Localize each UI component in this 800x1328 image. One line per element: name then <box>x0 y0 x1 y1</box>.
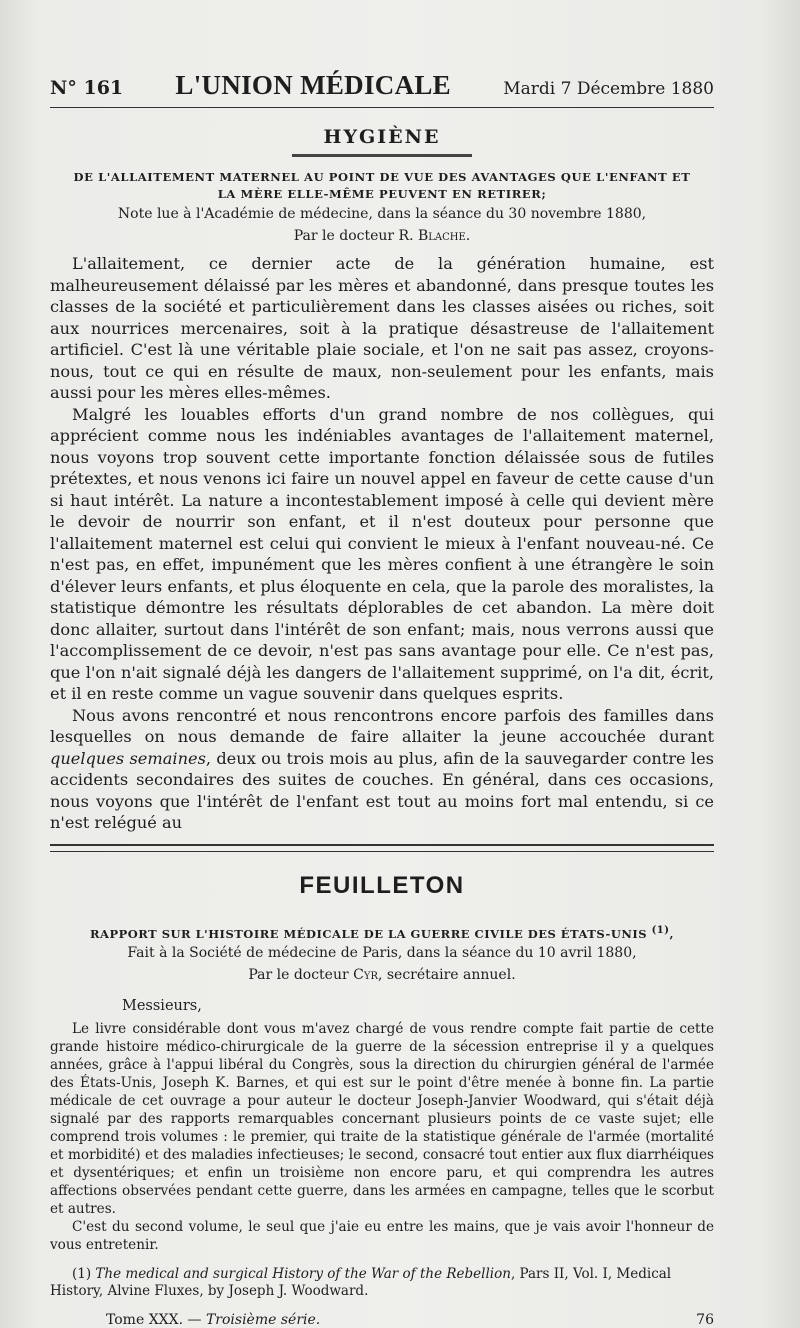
author-name: Cyr <box>353 967 378 984</box>
byline-prefix: Par le docteur R. <box>293 228 418 244</box>
report-meeting: Fait à la Société de médecine de Paris, dans la séance du 10 avril 1880, <box>127 945 637 962</box>
footnote-book-title: The medical and surgical History of the War of the Rebellion <box>95 1266 511 1283</box>
article-title-line2: LA MÈRE ELLE-MÊME PEUVENT EN RETIRER; <box>217 187 547 201</box>
article-title <box>26 169 738 203</box>
feuilleton-separator <box>50 844 714 852</box>
tome-info <box>106 1312 320 1328</box>
tome-label: Tome XXX. — <box>106 1312 206 1328</box>
newspaper-title: L'UNION MÉDICALE <box>175 70 451 100</box>
report-title <box>50 922 714 943</box>
report-title-end: , <box>669 926 675 941</box>
report-title-text: RAPPORT SUR L'HISTOIRE MÉDICALE DE LA GUERRE CIVILE DES ÉTATS-UNIS <box>89 926 648 941</box>
page-footer <box>106 1312 714 1328</box>
issue-date: Mardi 7 Décembre 1880 <box>503 79 714 99</box>
section-feuilleton: FEUILLETON <box>299 871 465 899</box>
article-body <box>50 253 714 834</box>
paragraph: Le livre considérable dont vous m'avez chargé de vous rendre compte fait partie de cette grande histoire médico-chirurgicale de la guerre de la sécession entreprise il y a quelques années, grâce à l'appui libéral du Congrès, sous la direction du chirurgien général de l'armée des États-Unis, Joseph K. Barnes, et qui est sur le point d'être menée à bonne fin. La partie médicale de cet ouvrage a pour auteur le docteur Joseph-Janvier Woodward, qui s'était déjà signalé par des rapports remarquables concernant plusieurs points de ce vaste sujet; elle comprend trois volumes : le premier, qui traite de la statistique générale de l'armée (mortalité et morbidité) et des maladies infectieuses; le second, consacré tout entier aux flux diarrhéiques et dysentériques; et enfin un troisième non encore paru, et qui comprendra les autres affections observées pendant cette guerre, dans les armées en campagne, telles que le scorbut et autres. <box>50 1021 714 1218</box>
report-body <box>50 1020 714 1254</box>
footnote-text <box>50 1266 714 1300</box>
footnote-ref: (1) <box>651 924 670 936</box>
byline-suffix: , secrétaire annuel. <box>377 967 516 984</box>
footnote <box>50 1266 714 1300</box>
article-title-line1: DE L'ALLAITEMENT MATERNEL AU POINT DE VUE DES AVANTAGES QUE L'ENFANT ET <box>73 170 691 184</box>
report-byline <box>50 964 714 986</box>
byline-prefix: Par le docteur <box>248 967 354 984</box>
paragraph-part: , deux ou trois mois au plus, afin de la sauvegarder contre les accidents secondaires des suites de couches. En général, dans ces occasions, nous voyons que l'intérêt de l'enfant est tout au moins fort mal entendu, si ce n'est relégué au <box>50 748 714 832</box>
series-label: Troisième série. <box>205 1312 321 1328</box>
issue-number: N° 161 <box>50 77 124 99</box>
paragraph: Malgré les louables efforts d'un grand nombre de nos collègues, qui apprécient comme nous les indéniables avantages de l'allaitement maternel, nous voyons trop souvent cette importante fonction délaissée sous de futiles prétextes, et nous venons ici faire un nouvel appel en faveur de cette cause d'un si haut intérêt. La nature a incontestablement imposé à celle qui devient mère le devoir de nourrir son enfant, et il n'est douteux pour personne que l'allaitement maternel est celui qui convient le mieux à l'enfant nouveau-né. Ce n'est pas, en effet, impunément que les mères confient à une étrangère le soin d'élever leurs enfants, et plus éloquente en cela, que la parole des moralistes, la statistique démontre les résultats déplorables de cet abandon. La mère doit donc allaiter, surtout dans l'intérêt de son enfant; mais, nous verrons aussi que l'accomplissement de ce devoir, n'est pas sans avantage pour elle. Ce n'est pas, que l'on n'ait signalé déjà les dangers de l'allaitement supprimé, on l'a dit, écrit, et il en reste comme un vague souvenir dans quelques esprits. <box>50 404 714 703</box>
paragraph-part: Nous avons rencontré et nous rencontrons encore parfois des familles dans lesquelles on nous demande de faire allaiter la jeune accouchée durant <box>50 705 714 746</box>
paragraph <box>50 705 714 834</box>
article-byline <box>50 225 714 247</box>
footnote-rest: , Pars II, Vol. I, Medical History, Alvine Fluxes, by Joseph J. Woodward. <box>50 1266 672 1300</box>
author-name: Blache. <box>417 228 471 244</box>
paragraph: L'allaitement, ce dernier acte de la génération humaine, est malheureusement délaissé par les mères et abandonné, dans presque toutes les classes de la société et particulièrement dans les classes aisées ou riches, soit aux nourrices mercenaires, soit à la pratique désastreuse de l'allaitement artificiel. C'est là une véritable plaie sociale, et l'on ne sait pas assez, croyons-nous, tout ce qui en résulte de maux, non-seulement pour les enfants, mais aussi pour les mères elles-mêmes. <box>50 254 714 402</box>
masthead <box>50 70 714 108</box>
greeting: Messieurs, <box>122 998 202 1015</box>
footnote-mark: (1) <box>72 1266 96 1283</box>
emphasis: quelques semaines <box>50 748 206 768</box>
article-note: Note lue à l'Académie de médecine, dans la séance du 30 novembre 1880, <box>117 206 647 222</box>
page-number: 76 <box>696 1312 714 1328</box>
section-hygiene: HYGIÈNE <box>323 126 441 148</box>
section-rule <box>292 154 472 157</box>
paragraph: C'est du second volume, le seul que j'aie eu entre les mains, que je vais avoir l'honneur de vous entretenir. <box>50 1219 714 1254</box>
